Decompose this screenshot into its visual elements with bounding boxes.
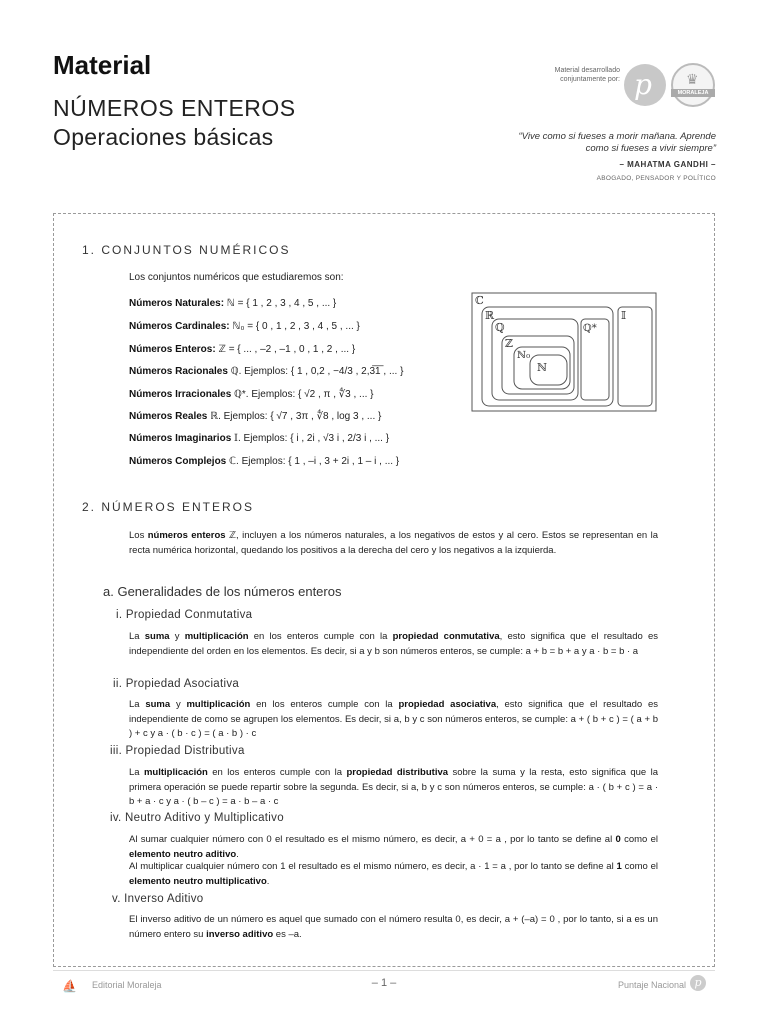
set-row-reales — [129, 411, 381, 422]
set-row-complejos — [129, 456, 399, 467]
topic-subtitle: Operaciones básicas — [53, 124, 274, 150]
crown-icon: ♛ — [686, 71, 699, 87]
puntaje-logo-icon: p — [624, 64, 666, 106]
bold-text: 1 — [616, 861, 622, 872]
bold-text: 0 — [615, 834, 621, 845]
text: . — [266, 875, 270, 887]
set-row-irracionales — [129, 389, 374, 400]
set-name: Números Enteros: — [129, 344, 216, 355]
prop-text-neutro-multiplicativo — [129, 860, 658, 889]
logo-badge-text: MORALEJA — [671, 89, 715, 97]
logo-note-line2: conjuntamente por: — [560, 76, 620, 83]
quote — [440, 131, 716, 155]
sets-venn-diagram — [470, 291, 660, 413]
venn-label-i: 𝕀 — [621, 309, 627, 322]
set-name: Números Reales — [129, 411, 208, 422]
prop-text-inverso — [129, 913, 658, 942]
set-definition: ℚ. Ejemplos: { 1 , 0,2 , −4/3 , 2,3̅1̅ , ... } — [227, 366, 404, 377]
bold-text: elemento neutro multiplicativo — [129, 875, 267, 887]
bold-text: propiedad distributiva — [346, 767, 449, 778]
venn-natural-box — [530, 355, 567, 385]
text: La — [129, 767, 144, 778]
quote-role: ABOGADO, PENSADOR Y POLÍTICO — [596, 175, 716, 182]
set-definition: ℂ. Ejemplos: { 1 , –i , 3 + 2i , 1 – i , ... } — [226, 456, 400, 467]
page-title: Material — [53, 50, 152, 80]
topic-title: NÚMEROS ENTEROS — [53, 95, 296, 121]
prop-title-neutro: iv. Neutro Aditivo y Multiplicativo — [110, 812, 284, 824]
intro-bold: números enteros — [147, 530, 226, 541]
footer-publisher: Editorial Moraleja — [92, 980, 162, 990]
set-name: Números Racionales — [129, 366, 228, 377]
venn-label-r: ℝ — [485, 309, 495, 322]
set-definition: ℚ*. Ejemplos: { √2 , π , ∜3 , ... } — [231, 389, 374, 400]
venn-complex-box — [472, 293, 656, 411]
quote-line1: “Vive como si fueses a morir mañana. Aprende — [518, 131, 716, 142]
text: en los enteros cumple con la — [250, 699, 399, 710]
footer-divider — [53, 970, 715, 971]
prop-text-distributiva — [129, 766, 658, 810]
set-name: Números Naturales: — [129, 298, 225, 309]
prop-title-asociativa: ii. Propiedad Asociativa — [113, 678, 240, 690]
footer-brand: Puntaje Nacional — [617, 980, 686, 990]
bold-text: multiplicación — [143, 767, 208, 778]
set-definition: ℤ = { ... , –2 , –1 , 0 , 1 , 2 , ... } — [215, 344, 356, 355]
venn-label-n: ℕ — [537, 361, 548, 374]
text: como el — [620, 834, 658, 845]
venn-rational-box — [492, 319, 578, 400]
text: en los enteros cumple con la — [248, 631, 393, 642]
set-definition: ℕ₀ = { 0 , 1 , 2 , 3 , 4 , 5 , ... } — [229, 321, 360, 332]
puntaje-footer-icon: p — [690, 975, 706, 991]
section-heading-conjuntos: 1. CONJUNTOS NUMÉRICOS — [82, 243, 291, 257]
bold-text: multiplicación — [184, 631, 249, 642]
text: en los enteros cumple con la — [207, 767, 347, 778]
section1-intro: Los conjuntos numéricos que estudiaremos son: — [129, 272, 344, 283]
text: Al multiplicar cualquier número con 1 el resultado es el mismo número, es decir, a · 1 = a , por lo tanto se define al — [129, 861, 617, 872]
venn-label-q: ℚ — [495, 321, 505, 334]
set-name: Números Imaginarios — [129, 433, 232, 444]
venn-label-n0: ℕ₀ — [517, 350, 531, 361]
set-name: Números Irracionales — [129, 389, 232, 400]
text: sobre la suma y la resta, esto significa que la primera operación se puede repartir sobre la segunda. Es decir, si a, b y c son números enteros, se cumple: a · ( b + c ) = a · b + a · c y a · ( b – c ) = a · b – a · c — [129, 767, 658, 807]
prop-text-asociativa — [129, 698, 658, 742]
venn-label-c: ℂ — [475, 294, 484, 307]
prop-title-conmutativa: i. Propiedad Conmutativa — [116, 609, 253, 621]
bold-text: propiedad conmutativa — [392, 631, 500, 642]
set-row-naturales — [129, 298, 336, 309]
logo-note-line1: Material desarrollado — [554, 67, 620, 74]
text: es –a. — [273, 928, 302, 940]
bold-text: multiplicación — [186, 699, 251, 710]
quote-line2: como si fueses a vivir siempre” — [585, 143, 716, 154]
bold-text: propiedad asociativa — [398, 699, 497, 710]
boat-icon: ⛵ — [62, 979, 77, 993]
text: y — [170, 699, 187, 710]
prop-text-neutro-aditivo — [129, 833, 658, 862]
venn-label-z: ℤ — [505, 337, 514, 350]
set-row-cardinales — [129, 321, 360, 332]
text: y — [169, 631, 185, 642]
set-row-imaginarios — [129, 433, 389, 444]
set-definition: ℝ. Ejemplos: { √7 , 3π , ∜8 , log 3 , ... } — [207, 411, 382, 422]
quote-author: – MAHATMA GANDHI – — [619, 160, 716, 169]
set-row-enteros — [129, 344, 355, 355]
text: La — [129, 699, 146, 710]
text: El inverso aditivo de un número es aquel que sumado con el número resulta 0, es decir, a + (–a) = 0 , por lo tanto, si a es un número entero su — [129, 914, 658, 940]
section-heading-enteros: 2. NÚMEROS ENTEROS — [82, 500, 255, 514]
logo-note — [528, 66, 620, 84]
text: . — [236, 848, 239, 860]
prop-title-distributiva: iii. Propiedad Distributiva — [110, 745, 245, 757]
set-definition: 𝕀. Ejemplos: { i , 2i , √3 i , 2/3 i , ... } — [231, 433, 390, 444]
set-name: Números Cardinales: — [129, 321, 230, 332]
intro-text: Los — [129, 530, 148, 541]
set-definition: ℕ = { 1 , 2 , 3 , 4 , 5 , ... } — [224, 298, 337, 309]
venn-label-qstar: ℚ* — [583, 323, 597, 334]
text: como el — [621, 861, 658, 872]
text: Al sumar cualquier número con 0 el resultado es el mismo número, es decir, a + 0 = a , por lo tanto se define al — [129, 834, 616, 845]
intro-text-rest: ℤ, incluyen a los números naturales, a los negativos de estos y al cero. Estos se representan en la recta numérica horizontal, quedando los positivos a la derecha del cero y los negativos a la izquierda. — [129, 530, 658, 556]
text: , esto significa que el resultado es independiente de como se agrupen los elementos. Es decir, si a, b y c son números enteros, se cumple: a + ( b + c ) = ( a + b ) + c y a · ( b · c ) = ( a · b ) · c — [129, 699, 658, 739]
set-name: Números Complejos — [129, 456, 227, 467]
prop-title-inverso: v. Inverso Aditivo — [112, 893, 204, 905]
bold-text: suma — [145, 699, 171, 710]
text: La — [129, 631, 145, 642]
text: , esto significa que el resultado es independiente del orden en los elementos. Es decir, si a y b son números enteros, se cumple: a + b = b + a y a · b = b · a — [129, 631, 658, 657]
set-row-racionales — [129, 366, 403, 377]
bold-text: inverso aditivo — [206, 928, 274, 940]
prop-text-conmutativa — [129, 630, 658, 659]
page-number: – 1 – — [371, 977, 397, 989]
moraleja-logo-icon — [671, 63, 715, 107]
bold-text: suma — [144, 631, 170, 642]
section2-intro — [129, 529, 658, 558]
bold-text: elemento neutro aditivo — [129, 848, 237, 860]
subsection-generalidades: a. Generalidades de los números enteros — [103, 584, 342, 599]
